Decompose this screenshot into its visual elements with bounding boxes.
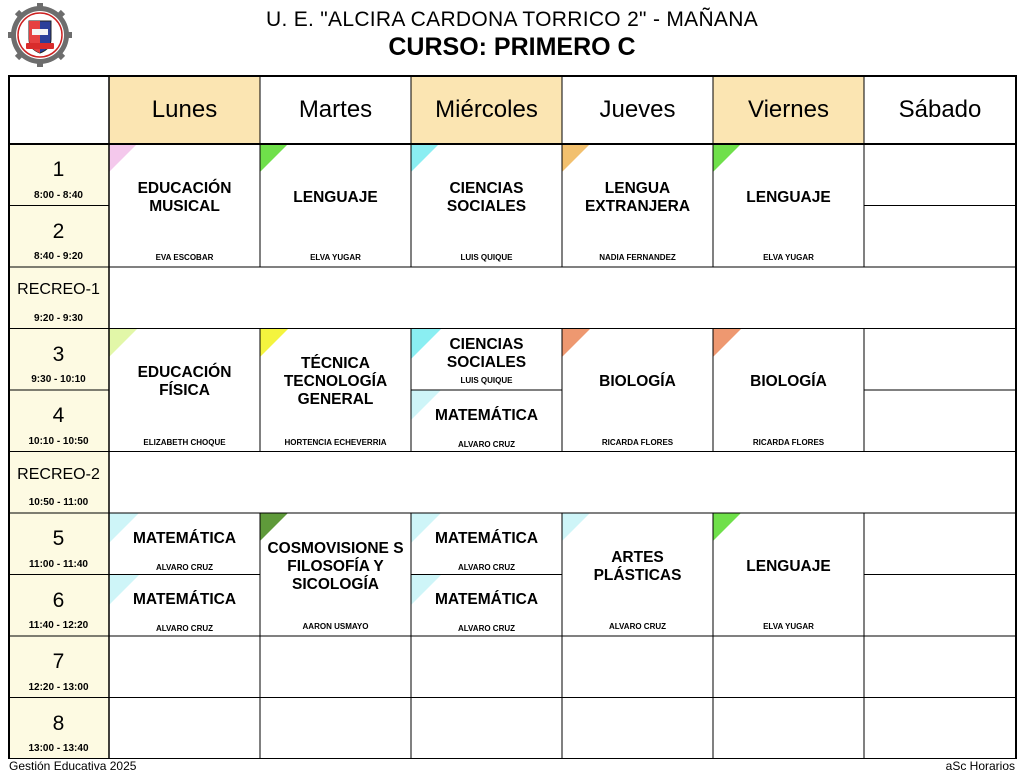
- lesson-teacher: ELVA YUGAR: [763, 622, 814, 631]
- lesson-cell[interactable]: [411, 575, 562, 637]
- lesson-cell[interactable]: [109, 513, 260, 575]
- lesson-teacher: EVA ESCOBAR: [155, 253, 214, 262]
- period-time: 8:40 - 9:20: [34, 251, 83, 262]
- lesson-subject: CIENCIAS SOCIALES: [446, 179, 527, 215]
- timetable-grid: [8, 75, 1017, 759]
- lesson-teacher: NADIA FERNANDEZ: [599, 253, 676, 262]
- period-time: 13:00 - 13:40: [28, 743, 89, 754]
- period-number: RECREO-2: [17, 465, 100, 483]
- lesson-cell[interactable]: [713, 513, 864, 636]
- lesson-subject: MATEMÁTICA: [434, 591, 539, 609]
- day-header-sábado: Sábado: [898, 95, 982, 123]
- lesson-subject: COSMOVISIONE S FILOSOFÍA Y SICOLOGÍA: [267, 539, 404, 593]
- period-label-3: [8, 329, 109, 391]
- lesson-cell[interactable]: [109, 575, 260, 637]
- lesson-teacher: RICARDA FLORES: [752, 437, 825, 447]
- period-time: 9:20 - 9:30: [34, 312, 83, 324]
- lesson-subject: LENGUAJE: [293, 188, 378, 206]
- course-title: CURSO: PRIMERO C: [388, 33, 636, 61]
- lesson-teacher: ALVARO CRUZ: [608, 622, 667, 631]
- period-number: 8: [52, 711, 65, 735]
- period-time: 12:20 - 13:00: [28, 681, 89, 693]
- day-header-miércoles: Miércoles: [411, 75, 562, 144]
- period-number: 5: [52, 527, 65, 550]
- break-label-recreo-2: [8, 452, 109, 514]
- lesson-cell[interactable]: [562, 329, 713, 452]
- period-label-6: [8, 575, 109, 637]
- period-time: 8:00 - 8:40: [34, 189, 83, 201]
- period-label-7: [8, 636, 109, 698]
- lesson-teacher: RICARDA FLORES: [601, 437, 674, 447]
- lesson-teacher: AARON USMAYO: [302, 622, 369, 631]
- lesson-subject: LENGUAJE: [746, 188, 831, 206]
- lesson-subject: MATEMÁTICA: [132, 529, 237, 547]
- lesson-subject: LENGUAJE: [746, 557, 831, 575]
- lesson-teacher: LUIS QUIQUE: [460, 253, 513, 262]
- footer-left: Gestión Educativa 2025: [9, 759, 137, 773]
- lesson-cell[interactable]: [109, 329, 260, 452]
- lesson-subject: ARTES PLÁSTICAS: [593, 548, 682, 584]
- lesson-cell[interactable]: [260, 513, 411, 636]
- day-header-martes: Martes: [298, 95, 373, 123]
- lesson-cell[interactable]: [411, 390, 562, 452]
- lesson-subject: BIOLOGÍA: [599, 373, 676, 390]
- period-number: 1: [52, 158, 65, 181]
- lesson-subject: CIENCIAS SOCIALES: [446, 336, 527, 371]
- break-label-recreo-1: [8, 267, 109, 329]
- day-header-viernes: Viernes: [713, 75, 864, 144]
- lesson-teacher: ALVARO CRUZ: [457, 439, 516, 449]
- lesson-subject: BIOLOGÍA: [750, 373, 827, 390]
- lesson-cell[interactable]: [562, 144, 713, 267]
- lesson-cell[interactable]: [411, 144, 562, 267]
- period-number: 6: [52, 588, 65, 612]
- school-title: U. E. "ALCIRA CARDONA TORRICO 2" - MAÑANA: [265, 8, 759, 31]
- lesson-teacher: ELIZABETH CHOQUE: [143, 437, 226, 447]
- lesson-subject: EDUCACIÓN MUSICAL: [137, 179, 232, 215]
- lesson-subject: MATEMÁTICA: [132, 591, 237, 609]
- lesson-cell[interactable]: [713, 144, 864, 267]
- lesson-teacher: ALVARO CRUZ: [457, 624, 516, 633]
- period-number: 3: [52, 342, 65, 366]
- lesson-teacher: ALVARO CRUZ: [155, 562, 214, 572]
- period-number: 2: [52, 219, 65, 243]
- period-label-4: [8, 390, 109, 452]
- day-header-jueves: Jueves: [599, 95, 676, 123]
- lesson-cell[interactable]: [562, 513, 713, 636]
- lesson-teacher: LUIS QUIQUE: [460, 376, 513, 385]
- period-time: 11:40 - 12:20: [28, 620, 89, 631]
- period-time: 9:30 - 10:10: [31, 374, 86, 385]
- period-time: 10:10 - 10:50: [28, 435, 89, 447]
- lesson-cell[interactable]: [411, 329, 562, 391]
- lesson-subject: MATEMÁTICA: [434, 406, 539, 424]
- day-header-lunes: Lunes: [109, 75, 260, 144]
- period-number: 4: [52, 404, 65, 427]
- period-label-2: [8, 206, 109, 268]
- lesson-subject: EDUCACIÓN FÍSICA: [137, 364, 232, 399]
- period-label-5: [8, 513, 109, 575]
- lesson-cell[interactable]: [411, 513, 562, 575]
- lesson-teacher: ALVARO CRUZ: [155, 624, 214, 633]
- period-label-8: [8, 698, 109, 760]
- lesson-subject: LENGUA EXTRANJERA: [584, 179, 691, 215]
- period-time: 11:00 - 11:40: [29, 558, 88, 570]
- period-label-1: [8, 144, 109, 206]
- period-number: RECREO-1: [17, 281, 100, 298]
- lesson-subject: TÉCNICA TECNOLOGÍA GENERAL: [283, 355, 388, 408]
- lesson-cell[interactable]: [713, 329, 864, 452]
- lesson-teacher: ELVA YUGAR: [310, 253, 361, 262]
- footer-right: aSc Horarios: [945, 759, 1015, 773]
- lesson-teacher: ALVARO CRUZ: [457, 562, 516, 572]
- period-time: 10:50 - 11:00: [28, 497, 89, 508]
- lesson-cell[interactable]: [260, 329, 411, 452]
- lesson-cell[interactable]: [109, 144, 260, 267]
- lesson-teacher: HORTENCIA ECHEVERRIA: [284, 437, 387, 447]
- lesson-subject: MATEMÁTICA: [434, 529, 539, 547]
- period-number: 7: [52, 650, 65, 673]
- lesson-cell[interactable]: [260, 144, 411, 267]
- lesson-teacher: ELVA YUGAR: [763, 253, 814, 262]
